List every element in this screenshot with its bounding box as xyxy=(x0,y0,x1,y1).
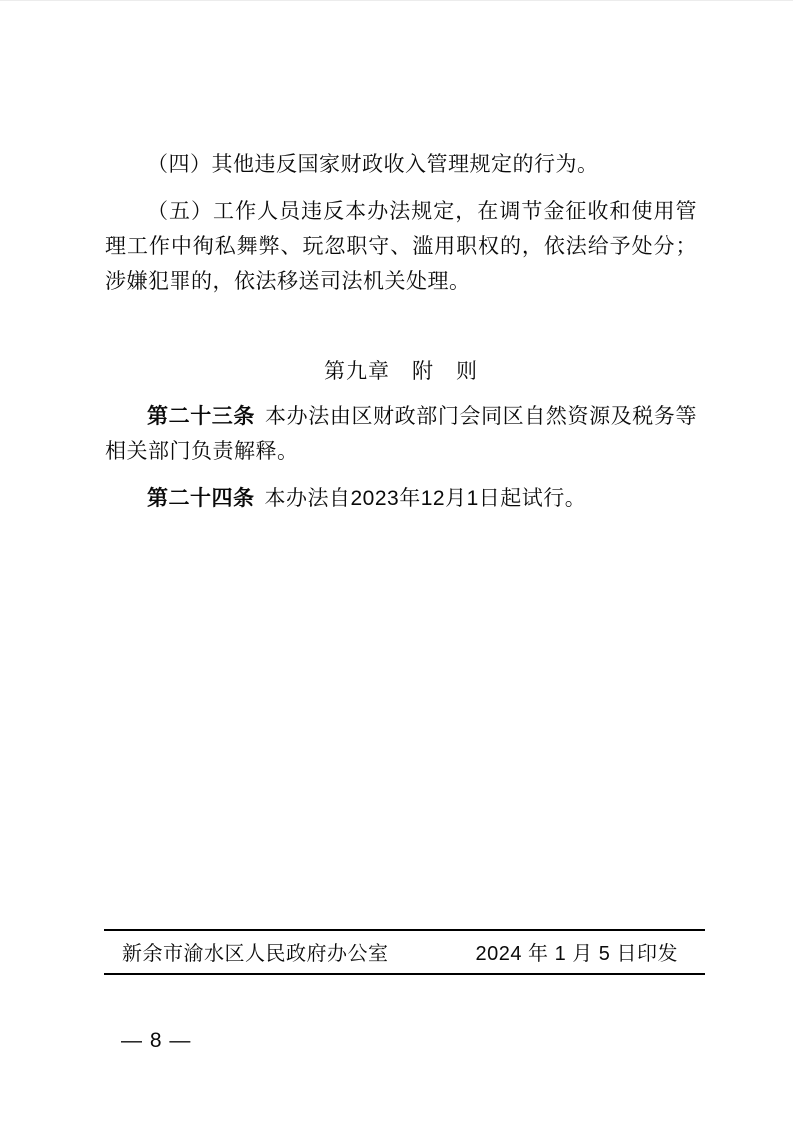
footer-rule-top xyxy=(104,929,705,931)
footer-rule-bottom xyxy=(104,973,705,975)
article-24-paragraph xyxy=(105,481,697,516)
article-23-paragraph xyxy=(105,399,697,469)
page-number: — 8 — xyxy=(121,1029,192,1052)
footer-issuer: 新余市渝水区人民政府办公室 xyxy=(122,943,389,965)
footer-print-date: 2024 年 1 月 5 日印发 xyxy=(475,943,678,965)
article-24-text: 本办法自2023年12月1日起试行。 xyxy=(264,487,587,510)
footer xyxy=(104,939,705,969)
clause-item-5: （五）工作人员违反本办法规定，在调节金征收和使用管理工作中徇私舞弊、玩忽职守、滥用职权的，依法给予处分；涉嫌犯罪的，依法移送司法机关处理。 xyxy=(105,200,697,293)
chapter-heading: 第九章 附 则 xyxy=(324,360,478,383)
document-body xyxy=(105,147,697,528)
article-24-number: 第二十四条 xyxy=(147,487,255,510)
clause-item-4: （四）其他违反国家财政收入管理规定的行为。 xyxy=(147,153,599,176)
article-23-text: 本办法由区财政部门会同区自然资源及税务等相关部门负责解释。 xyxy=(105,405,698,463)
article-23-number: 第二十三条 xyxy=(147,405,256,428)
